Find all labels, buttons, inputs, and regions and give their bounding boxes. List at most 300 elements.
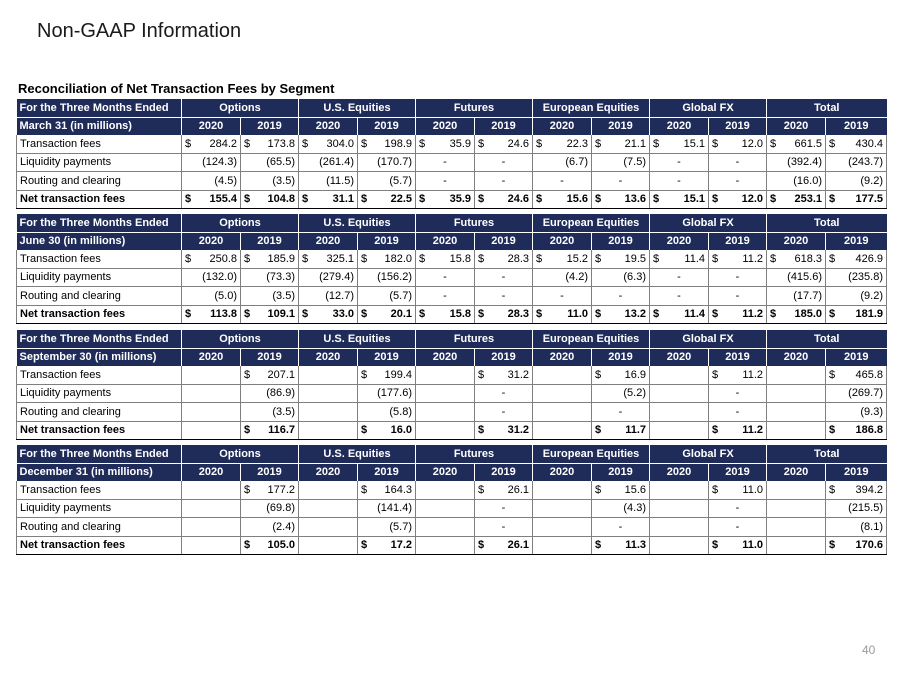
table-cell	[533, 421, 592, 440]
currency-symbol: $	[653, 252, 660, 265]
cell-value: 15.6	[624, 483, 647, 496]
cell-value: -	[677, 289, 681, 302]
cell-value: 284.2	[209, 137, 237, 150]
table-cell	[358, 403, 416, 422]
cell-value: 11.2	[742, 308, 764, 321]
segment-header: Options	[182, 445, 299, 463]
table-cell	[767, 268, 826, 287]
table-cell	[709, 287, 767, 306]
table-cell	[475, 481, 533, 499]
cell-value: 16.9	[624, 368, 647, 381]
table-cell	[416, 287, 475, 306]
currency-symbol: $	[712, 368, 719, 381]
table-cell	[650, 518, 709, 537]
year-header: 2020	[650, 463, 709, 481]
table-row	[17, 481, 887, 499]
currency-symbol: $	[478, 193, 485, 206]
year-header: 2019	[826, 348, 887, 366]
table-cell	[533, 305, 592, 324]
period-header: For the Three Months Ended	[17, 99, 182, 117]
table-cell	[533, 536, 592, 555]
cell-value: 24.6	[507, 137, 529, 150]
cell-value: 185.0	[794, 308, 823, 321]
year-header: 2019	[709, 232, 767, 250]
cell-value: 11.2	[742, 368, 764, 381]
table-cell	[416, 135, 475, 153]
segment-header: Total	[767, 445, 887, 463]
table-cell	[826, 481, 887, 499]
segment-header: European Equities	[533, 445, 650, 463]
table-cell	[767, 366, 826, 384]
cell-value: (73.3)	[266, 271, 295, 284]
year-header: 2019	[709, 117, 767, 135]
segment-header: European Equities	[533, 99, 650, 117]
table-cell	[826, 366, 887, 384]
table-cell	[533, 268, 592, 287]
cell-value: 12.0	[741, 193, 764, 206]
currency-symbol: $	[244, 424, 251, 437]
cell-value: 105.0	[267, 539, 295, 552]
cell-value: -	[443, 174, 447, 187]
table-cell	[182, 481, 241, 499]
table-cell	[767, 135, 826, 153]
row-label: Routing and clearing	[17, 172, 182, 191]
table-cell	[241, 250, 299, 268]
cell-value: 11.0	[742, 483, 764, 496]
table-cell	[475, 190, 533, 209]
cell-value: (65.5)	[266, 156, 295, 169]
table-cell	[299, 135, 358, 153]
segment-header: Total	[767, 214, 887, 232]
cell-value: 250.8	[209, 252, 237, 265]
table-cell	[767, 499, 826, 518]
currency-symbol: $	[302, 252, 309, 265]
currency-symbol: $	[361, 252, 368, 265]
cell-value: 28.3	[507, 252, 529, 265]
table-row	[17, 403, 887, 422]
cell-value: (5.7)	[389, 174, 412, 187]
currency-symbol: $	[361, 137, 368, 150]
table-cell	[182, 499, 241, 518]
row-label: Net transaction fees	[17, 190, 182, 209]
table-cell	[826, 384, 887, 403]
cell-value: (235.8)	[848, 271, 884, 284]
cell-value: (156.2)	[377, 271, 412, 284]
cell-value: -	[501, 174, 506, 187]
table-cell	[533, 287, 592, 306]
cell-value: 22.3	[566, 137, 588, 150]
cell-value: 15.6	[566, 193, 588, 206]
table-cell	[358, 190, 416, 209]
table-cell	[475, 287, 533, 306]
cell-value: 207.1	[267, 368, 295, 381]
currency-symbol: $	[595, 252, 602, 265]
year-header: 2019	[241, 348, 299, 366]
table-cell	[182, 421, 241, 440]
row-label: Routing and clearing	[17, 403, 182, 422]
cell-value: 35.9	[449, 137, 471, 150]
year-header: 2019	[358, 117, 416, 135]
table-cell	[709, 421, 767, 440]
year-header: 2019	[592, 232, 650, 250]
table-cell	[416, 536, 475, 555]
cell-value: 116.7	[268, 424, 295, 437]
table-cell	[826, 153, 887, 172]
segment-header: Global FX	[650, 330, 767, 348]
table-cell	[650, 135, 709, 153]
table-cell	[650, 403, 709, 422]
segment-header: Global FX	[650, 214, 767, 232]
cell-value: -	[501, 502, 506, 515]
year-header: 2019	[709, 348, 767, 366]
table-cell	[826, 190, 887, 209]
table-cell	[358, 536, 416, 555]
table-cell	[709, 536, 767, 555]
row-label: Liquidity payments	[17, 268, 182, 287]
cell-value: -	[560, 289, 564, 302]
table-cell	[299, 499, 358, 518]
currency-symbol: $	[419, 252, 426, 265]
cell-value: (269.7)	[848, 387, 884, 400]
cell-value: 185.9	[267, 252, 295, 265]
row-label: Routing and clearing	[17, 287, 182, 306]
cell-value: 11.3	[625, 539, 647, 552]
cell-value: 186.8	[855, 424, 884, 437]
currency-symbol: $	[419, 137, 426, 150]
year-header: 2019	[475, 232, 533, 250]
period-header: For the Three Months Ended	[17, 330, 182, 348]
table-cell	[533, 153, 592, 172]
cell-value: (177.6)	[377, 387, 412, 400]
year-header: 2019	[592, 463, 650, 481]
cell-value: -	[735, 271, 740, 284]
currency-symbol: $	[302, 308, 309, 321]
table-cell	[416, 172, 475, 191]
currency-symbol: $	[244, 308, 251, 321]
cell-value: 181.9	[855, 308, 884, 321]
table-cell	[475, 305, 533, 324]
year-header: 2020	[182, 232, 241, 250]
period-subheader: March 31 (in millions)	[17, 117, 182, 135]
table-cell	[709, 305, 767, 324]
table-cell	[592, 499, 650, 518]
cell-value: -	[443, 156, 447, 169]
currency-symbol: $	[361, 424, 368, 437]
currency-symbol: $	[361, 539, 368, 552]
table-cell	[826, 421, 887, 440]
table-row	[17, 172, 887, 191]
table-cell	[592, 481, 650, 499]
year-header: 2019	[475, 117, 533, 135]
year-header: 2020	[416, 117, 475, 135]
cell-value: 253.1	[794, 193, 823, 206]
table-cell	[416, 268, 475, 287]
currency-symbol: $	[244, 483, 251, 496]
currency-symbol: $	[829, 424, 836, 437]
table-cell	[709, 481, 767, 499]
table-cell	[182, 536, 241, 555]
cell-value: 24.6	[507, 193, 529, 206]
year-header: 2020	[299, 348, 358, 366]
table-cell	[533, 518, 592, 537]
currency-symbol: $	[712, 308, 719, 321]
cell-value: -	[443, 271, 447, 284]
table-cell	[416, 481, 475, 499]
cell-value: -	[501, 156, 506, 169]
cell-value: (261.4)	[319, 156, 354, 169]
table-row	[17, 518, 887, 537]
currency-symbol: $	[595, 483, 602, 496]
table-cell	[826, 536, 887, 555]
table-cell	[416, 499, 475, 518]
table-cell	[299, 481, 358, 499]
currency-symbol: $	[829, 368, 836, 381]
row-label: Transaction fees	[17, 481, 182, 499]
table-cell	[709, 190, 767, 209]
cell-value: 31.1	[332, 193, 354, 206]
table-cell	[650, 250, 709, 268]
table-cell	[241, 384, 299, 403]
currency-symbol: $	[478, 424, 485, 437]
reconciliation-table	[16, 445, 887, 555]
table-cell	[826, 305, 887, 324]
table-cell	[358, 305, 416, 324]
cell-value: 104.8	[267, 193, 295, 206]
row-label: Transaction fees	[17, 135, 182, 153]
year-header: 2020	[767, 348, 826, 366]
table-cell	[358, 287, 416, 306]
cell-value: 11.0	[742, 539, 764, 552]
currency-symbol: $	[595, 424, 602, 437]
cell-value: 31.2	[507, 368, 529, 381]
cell-value: (124.3)	[202, 156, 237, 169]
currency-symbol: $	[302, 193, 309, 206]
cell-value: 430.4	[855, 137, 884, 150]
cell-value: (243.7)	[848, 156, 884, 169]
table-cell	[767, 305, 826, 324]
currency-symbol: $	[419, 193, 426, 206]
cell-value: (11.5)	[326, 174, 354, 187]
currency-symbol: $	[829, 308, 836, 321]
table-cell	[475, 499, 533, 518]
table-cell	[299, 287, 358, 306]
cell-value: 164.3	[384, 483, 412, 496]
table-cell	[241, 305, 299, 324]
table-cell	[358, 268, 416, 287]
cell-value: (17.7)	[793, 289, 823, 302]
table-cell	[241, 518, 299, 537]
cell-value: 20.1	[390, 308, 412, 321]
table-cell	[416, 305, 475, 324]
cell-value: 173.8	[267, 137, 295, 150]
row-label: Net transaction fees	[17, 536, 182, 555]
table-cell	[592, 190, 650, 209]
cell-value: -	[677, 174, 681, 187]
cell-value: 22.5	[390, 193, 412, 206]
segment-header: Futures	[416, 445, 533, 463]
year-header: 2019	[592, 348, 650, 366]
row-label: Routing and clearing	[17, 518, 182, 537]
table-cell	[475, 536, 533, 555]
currency-symbol: $	[361, 368, 368, 381]
currency-symbol: $	[536, 252, 543, 265]
year-header: 2020	[650, 232, 709, 250]
cell-value: 15.8	[449, 308, 471, 321]
cell-value: 199.4	[384, 368, 412, 381]
cell-value: (4.3)	[623, 502, 647, 515]
table-cell	[709, 384, 767, 403]
table-cell	[182, 305, 241, 324]
table-cell	[709, 250, 767, 268]
table-cell	[475, 153, 533, 172]
table-cell	[475, 403, 533, 422]
cell-value: (5.7)	[389, 520, 412, 533]
table-cell	[416, 421, 475, 440]
table-cell	[182, 403, 241, 422]
table-row	[17, 153, 887, 172]
table-cell	[709, 153, 767, 172]
cell-value: (6.3)	[623, 271, 647, 284]
year-header: 2020	[767, 232, 826, 250]
table-cell	[592, 135, 650, 153]
table-cell	[182, 153, 241, 172]
table-cell	[650, 366, 709, 384]
table-cell	[241, 499, 299, 518]
table-cell	[533, 135, 592, 153]
table-cell	[592, 403, 650, 422]
currency-symbol: $	[829, 193, 836, 206]
page-number: 40	[862, 643, 876, 657]
table-cell	[767, 153, 826, 172]
table-cell	[709, 268, 767, 287]
cell-value: 17.2	[390, 539, 412, 552]
cell-value: 177.2	[267, 483, 295, 496]
year-header: 2020	[416, 463, 475, 481]
cell-value: -	[501, 520, 506, 533]
period-header: For the Three Months Ended	[17, 214, 182, 232]
table-cell	[650, 499, 709, 518]
cell-value: (69.8)	[266, 502, 295, 515]
cell-value: (5.0)	[214, 289, 237, 302]
table-cell	[592, 536, 650, 555]
table-cell	[709, 366, 767, 384]
cell-value: -	[501, 271, 506, 284]
cell-value: (5.2)	[623, 387, 647, 400]
cell-value: (3.5)	[272, 289, 295, 302]
table-row	[17, 268, 887, 287]
cell-value: (392.4)	[787, 156, 823, 169]
cell-value: 21.1	[624, 137, 647, 150]
table-cell	[299, 384, 358, 403]
year-header: 2020	[182, 348, 241, 366]
row-label: Transaction fees	[17, 366, 182, 384]
currency-symbol: $	[478, 483, 485, 496]
year-header: 2020	[767, 117, 826, 135]
cell-value: 35.9	[449, 193, 471, 206]
table-cell	[767, 403, 826, 422]
table-cell	[592, 268, 650, 287]
table-row	[17, 421, 887, 440]
cell-value: -	[735, 502, 740, 515]
table-cell	[416, 403, 475, 422]
year-header: 2020	[182, 117, 241, 135]
table-cell	[358, 153, 416, 172]
year-header: 2020	[533, 348, 592, 366]
table-cell	[358, 366, 416, 384]
cell-value: 109.1	[267, 308, 295, 321]
year-header: 2020	[533, 232, 592, 250]
table-cell	[241, 287, 299, 306]
table-cell	[709, 499, 767, 518]
currency-symbol: $	[478, 252, 485, 265]
currency-symbol: $	[770, 252, 777, 265]
currency-symbol: $	[419, 308, 426, 321]
year-header: 2019	[475, 463, 533, 481]
currency-symbol: $	[770, 308, 777, 321]
year-header: 2020	[416, 348, 475, 366]
cell-value: (9.2)	[860, 174, 884, 187]
year-header: 2019	[241, 117, 299, 135]
table-cell	[241, 153, 299, 172]
table-cell	[182, 518, 241, 537]
table-cell	[241, 172, 299, 191]
currency-symbol: $	[302, 137, 309, 150]
currency-symbol: $	[770, 193, 777, 206]
table-cell	[533, 499, 592, 518]
year-header: 2020	[533, 463, 592, 481]
currency-symbol: $	[712, 193, 719, 206]
cell-value: (415.6)	[787, 271, 823, 284]
year-header: 2019	[358, 463, 416, 481]
cell-value: 618.3	[794, 252, 823, 265]
cell-value: 304.0	[326, 137, 354, 150]
cell-value: -	[501, 405, 506, 418]
table-cell	[475, 421, 533, 440]
cell-value: -	[501, 387, 506, 400]
table-cell	[767, 172, 826, 191]
cell-value: 13.2	[624, 308, 647, 321]
currency-symbol: $	[829, 137, 836, 150]
cell-value: (16.0)	[793, 174, 823, 187]
table-row	[17, 305, 887, 324]
table-cell	[767, 421, 826, 440]
cell-value: (132.0)	[202, 271, 237, 284]
reconciliation-table	[16, 330, 887, 440]
table-cell	[182, 172, 241, 191]
table-cell	[592, 287, 650, 306]
table-cell	[650, 305, 709, 324]
cell-value: 33.0	[332, 308, 354, 321]
cell-value: 465.8	[855, 368, 884, 381]
table-cell	[182, 190, 241, 209]
table-cell	[709, 172, 767, 191]
cell-value: (6.7)	[565, 156, 588, 169]
year-header: 2020	[299, 463, 358, 481]
table-cell	[826, 518, 887, 537]
table-cell	[358, 384, 416, 403]
segment-header: Options	[182, 330, 299, 348]
table-row	[17, 499, 887, 518]
year-header: 2019	[241, 232, 299, 250]
cell-value: 15.2	[566, 252, 588, 265]
table-cell	[475, 518, 533, 537]
table-cell	[650, 481, 709, 499]
table-cell	[241, 481, 299, 499]
currency-symbol: $	[829, 483, 836, 496]
currency-symbol: $	[653, 137, 660, 150]
period-subheader: December 31 (in millions)	[17, 463, 182, 481]
cell-value: (3.5)	[272, 405, 295, 418]
